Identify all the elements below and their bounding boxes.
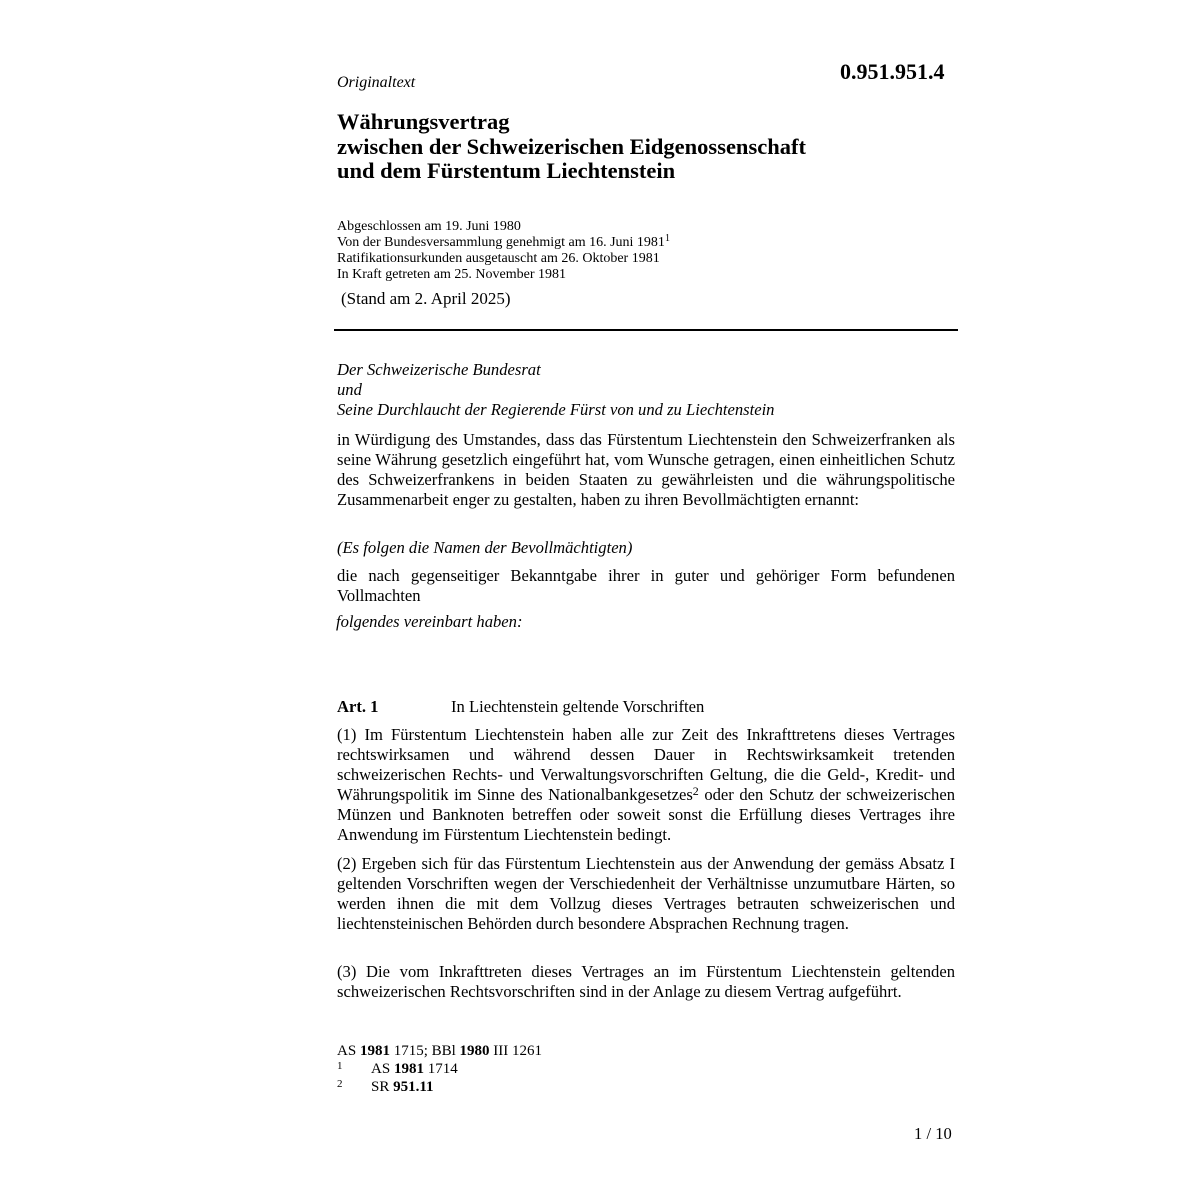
article-1-paragraph-1 bbox=[337, 725, 955, 845]
treaty-metadata bbox=[337, 219, 670, 283]
footnote-2-sr-number: 951.11 bbox=[393, 1079, 434, 1095]
footnote-2-prefix: SR bbox=[371, 1079, 390, 1095]
article-1-heading bbox=[337, 697, 704, 717]
article-1-paragraph-3: (3) Die vom Inkrafttreten dieses Vertrages an im Fürstentum Liechtenstein geltenden schweizerischen Rechtsvorschriften sind in der Anlage zu diesem Vertrag aufgeführt. bbox=[337, 962, 955, 1001]
ratified-date: Ratifikationsurkunden ausgetauscht am 26. Oktober 1981 bbox=[337, 251, 660, 266]
article-title: In Liechtenstein geltende Vorschriften bbox=[451, 697, 705, 716]
article-1-paragraph-2: (2) Ergeben sich für das Fürstentum Liechtenstein aus der Anwendung der gemäss Absatz I geltenden Vorschriften wegen der Verschiedenheit der Verhältnisse unzumutbare Härten, so werden ihnen die mit dem Vollzug dieses Vertrages betrauten schweizerischen und liechtensteinischen Behörden durch besondere Absprachen Rechnung tragen. bbox=[337, 854, 955, 933]
title-line-3: und dem Fürstentum Liechtenstein bbox=[337, 158, 676, 183]
preamble-parties bbox=[337, 360, 774, 420]
paragraph-1-text-a: (1) Im Fürstentum Liechtenstein haben alle zur Zeit des Inkrafttretens dieses Vertrages rechtswirksamen und während dessen Dauer in Rechtswirksamkeit tretenden schweizerischen Rechts- und Verwaltungsvorschriften Geltung, die die Geld-, Kredit- und Währungspolitik im Sinne des Nationalbankgesetzes bbox=[337, 725, 955, 804]
preamble-recital: in Würdigung des Umstandes, dass das Fürstentum Liechtenstein den Schweizerfranken als seine Währung gesetzlich eingeführt hat, vom Wunsche getragen, einen einheitlichen Schutz des Schweizerfrankens in beiden Staaten zu gewährleisten und die währungspolitische Zusammenarbeit enger zu gestalten, haben zu ihren Bevollmächtigten ernannt: bbox=[337, 430, 955, 509]
footnote-ref-1[interactable]: 1 bbox=[664, 233, 670, 244]
paragraph-1-text-b: oder den Schutz der schweizerischen Münzen und Banknoten betreffen oder soweit sonst die Erfüllung dieses Vertrages ihre Anwendung im Fürstentum Liechtenstein bedingt. bbox=[337, 785, 955, 844]
document-title bbox=[337, 110, 806, 184]
footnotes bbox=[337, 1042, 542, 1096]
source-citation bbox=[337, 1042, 542, 1060]
approved-date bbox=[337, 235, 670, 251]
footnote-1-page: 1714 bbox=[427, 1061, 458, 1077]
footnote-1-year: 1981 bbox=[393, 1061, 424, 1077]
header-divider bbox=[334, 329, 958, 331]
party-swiss: Der Schweizerische Bundesrat bbox=[337, 360, 541, 379]
title-line-2: zwischen der Schweizerischen Eidgenossenschaft bbox=[337, 133, 806, 159]
agreed-text: folgendes vereinbart haben: bbox=[336, 612, 523, 631]
in-force-date: In Kraft getreten am 25. November 1981 bbox=[337, 267, 566, 282]
page-number: 1 / 10 bbox=[914, 1124, 952, 1143]
approved-text: Von der Bundesversammlung genehmigt am 16. Juni 1981 bbox=[337, 235, 665, 250]
sr-number: 0.951.951.4 bbox=[840, 59, 945, 84]
footnote-1: 1 AS 1981 1714 bbox=[337, 1060, 458, 1077]
footnote-1-prefix: AS bbox=[371, 1061, 391, 1077]
title-line-1: Währungsvertrag bbox=[337, 109, 510, 134]
source-bbl-ref: III 1261 bbox=[493, 1043, 543, 1059]
source-as-page: 1715; BBl bbox=[393, 1043, 456, 1059]
stand-date: (Stand am 2. April 2025) bbox=[341, 289, 511, 308]
source-bbl-year: 1980 bbox=[459, 1043, 490, 1059]
article-number: Art. 1 bbox=[337, 697, 379, 716]
credentials-text: die nach gegenseitiger Bekanntgabe ihrer in guter und gehöriger Form befundenen Vollmachten bbox=[337, 566, 955, 605]
concluded-date: Abgeschlossen am 19. Juni 1980 bbox=[337, 219, 521, 234]
footnote-2: 2 SR 951.11 bbox=[337, 1078, 434, 1095]
party-conjunction: und bbox=[337, 380, 362, 399]
party-liechtenstein: Seine Durchlaucht der Regierende Fürst von und zu Liechtenstein bbox=[337, 400, 775, 419]
footnote-ref-2[interactable]: 2 bbox=[692, 784, 699, 798]
source-as-label: AS bbox=[337, 1043, 357, 1059]
plenipotentiaries-note: (Es folgen die Namen der Bevollmächtigten) bbox=[337, 538, 633, 557]
source-as-year: 1981 bbox=[359, 1043, 390, 1059]
originaltext-label: Originaltext bbox=[337, 74, 416, 91]
